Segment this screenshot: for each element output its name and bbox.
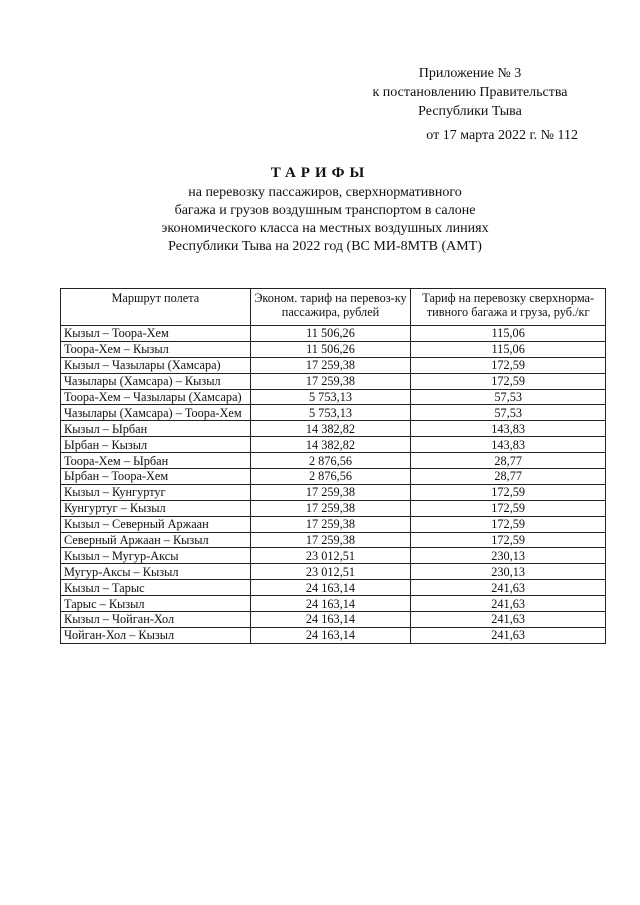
cell-route: Ырбан – Тоора-Хем <box>61 469 251 485</box>
cell-route: Кунгуртуг – Кызыл <box>61 500 251 516</box>
cell-economy: 11 506,26 <box>250 341 411 357</box>
subtitle-line: на перевозку пассажиров, сверхнормативного <box>188 185 462 200</box>
cell-cargo: 172,59 <box>411 357 606 373</box>
cell-route: Кызыл – Северный Аржаан <box>61 516 251 532</box>
cell-cargo: 241,63 <box>411 627 606 643</box>
cell-route: Кызыл – Кунгуртуг <box>61 484 251 500</box>
table-row <box>61 564 606 580</box>
cell-route: Чойган-Хол – Кызыл <box>61 627 251 643</box>
table-row <box>61 484 606 500</box>
appendix-line: Приложение № 3 <box>418 66 522 81</box>
table-row <box>61 612 606 628</box>
cell-cargo: 241,63 <box>411 580 606 596</box>
cell-route: Кызыл – Чойган-Хол <box>61 612 251 628</box>
table-row <box>61 421 606 437</box>
cell-cargo: 115,06 <box>411 341 606 357</box>
cell-cargo: 143,83 <box>411 437 606 453</box>
subtitle-line: экономического класса на местных воздушных линиях <box>161 221 489 236</box>
table-row <box>61 469 606 485</box>
appendix-block <box>370 64 570 121</box>
cell-cargo: 57,53 <box>411 405 606 421</box>
appendix-line: к постановлению Правительства <box>372 85 568 100</box>
cell-economy: 5 753,13 <box>250 389 411 405</box>
cell-route: Чазылары (Хамсара) – Кызыл <box>61 373 251 389</box>
cell-route: Тоора-Хем – Чазылары (Хамсара) <box>61 389 251 405</box>
cell-route: Кызыл – Мугур-Аксы <box>61 548 251 564</box>
table-row <box>61 453 606 469</box>
cell-economy: 17 259,38 <box>250 532 411 548</box>
cell-route: Северный Аржаан – Кызыл <box>61 532 251 548</box>
cell-cargo: 230,13 <box>411 564 606 580</box>
table-body <box>61 326 606 644</box>
cell-route: Тоора-Хем – Ырбан <box>61 453 251 469</box>
cell-cargo: 230,13 <box>411 548 606 564</box>
table-row <box>61 326 606 342</box>
table-row <box>61 596 606 612</box>
cell-economy: 23 012,51 <box>250 564 411 580</box>
cell-cargo: 172,59 <box>411 532 606 548</box>
cell-cargo: 172,59 <box>411 516 606 532</box>
table-row <box>61 580 606 596</box>
table-row <box>61 532 606 548</box>
table-row <box>61 389 606 405</box>
table-row <box>61 357 606 373</box>
table-row <box>61 405 606 421</box>
cell-economy: 24 163,14 <box>250 627 411 643</box>
header-route: Маршрут полета <box>61 289 251 326</box>
cell-cargo: 241,63 <box>411 596 606 612</box>
cell-economy: 17 259,38 <box>250 484 411 500</box>
table-row <box>61 341 606 357</box>
cell-economy: 17 259,38 <box>250 373 411 389</box>
cell-route: Кызыл – Тоора-Хем <box>61 326 251 342</box>
cell-economy: 2 876,56 <box>250 469 411 485</box>
cell-economy: 24 163,14 <box>250 596 411 612</box>
cell-economy: 5 753,13 <box>250 405 411 421</box>
cell-cargo: 241,63 <box>411 612 606 628</box>
cell-cargo: 28,77 <box>411 453 606 469</box>
cell-economy: 17 259,38 <box>250 500 411 516</box>
cell-route: Кызыл – Тарыс <box>61 580 251 596</box>
cell-economy: 11 506,26 <box>250 326 411 342</box>
subtitle-line: багажа и грузов воздушным транспортом в салоне <box>174 203 476 218</box>
cell-economy: 2 876,56 <box>250 453 411 469</box>
document-title: ТАРИФЫ <box>270 165 370 181</box>
table-row <box>61 627 606 643</box>
cell-cargo: 172,59 <box>411 500 606 516</box>
cell-economy: 14 382,82 <box>250 421 411 437</box>
cell-route: Кызыл – Чазылары (Хамсара) <box>61 357 251 373</box>
table-row <box>61 500 606 516</box>
subtitle-line: Республики Тыва на 2022 год (ВС МИ-8МТВ (АМТ) <box>168 239 482 254</box>
cell-cargo: 143,83 <box>411 421 606 437</box>
cell-economy: 14 382,82 <box>250 437 411 453</box>
cell-route: Мугур-Аксы – Кызыл <box>61 564 251 580</box>
cell-cargo: 57,53 <box>411 389 606 405</box>
cell-route: Ырбан – Кызыл <box>61 437 251 453</box>
cell-route: Тарыс – Кызыл <box>61 596 251 612</box>
cell-economy: 17 259,38 <box>250 357 411 373</box>
table-row <box>61 516 606 532</box>
cell-cargo: 172,59 <box>411 484 606 500</box>
cell-cargo: 115,06 <box>411 326 606 342</box>
header-economy: Эконом. тариф на перевоз-ку пассажира, рублей <box>250 289 411 326</box>
cell-route: Кызыл – Ырбан <box>61 421 251 437</box>
cell-route: Чазылары (Хамсара) – Тоора-Хем <box>61 405 251 421</box>
table-row <box>61 373 606 389</box>
document-subtitle <box>150 184 500 256</box>
tariff-table <box>60 288 606 644</box>
cell-economy: 23 012,51 <box>250 548 411 564</box>
cell-economy: 24 163,14 <box>250 612 411 628</box>
table-header-row <box>61 289 606 326</box>
cell-cargo: 28,77 <box>411 469 606 485</box>
header-cargo: Тариф на перевозку сверхнорма-тивного багажа и груза, руб./кг <box>411 289 606 326</box>
cell-route: Тоора-Хем – Кызыл <box>61 341 251 357</box>
table-row <box>61 437 606 453</box>
appendix-line: Республики Тыва <box>418 104 522 119</box>
table-row <box>61 548 606 564</box>
cell-economy: 17 259,38 <box>250 516 411 532</box>
decree-date: от 17 марта 2022 г. № 112 <box>426 128 578 143</box>
cell-economy: 24 163,14 <box>250 580 411 596</box>
cell-cargo: 172,59 <box>411 373 606 389</box>
